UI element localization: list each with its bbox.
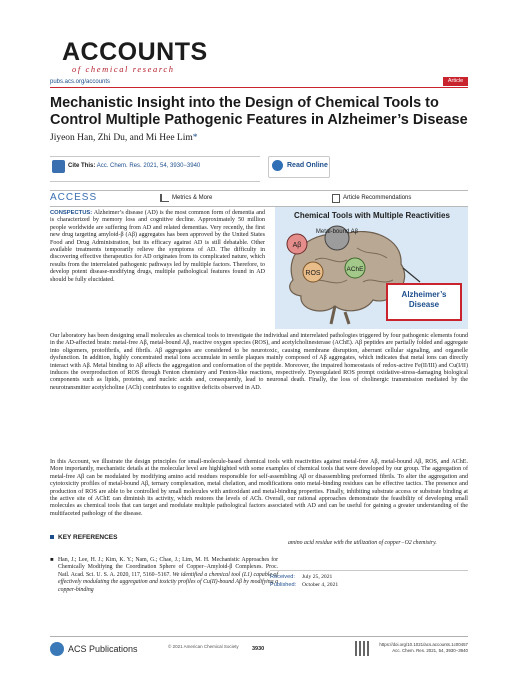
acs-publications-logo[interactable]: ACS Publications — [68, 644, 138, 654]
globe-icon — [272, 160, 283, 171]
bubble-abeta — [287, 234, 307, 254]
acs-logo-icon[interactable] — [50, 642, 64, 656]
read-online-label[interactable]: Read Online — [287, 162, 328, 169]
cite-this[interactable] — [68, 163, 200, 169]
page-number: 3930 — [252, 646, 265, 652]
author-list — [50, 133, 198, 143]
access-label: ACCESS — [50, 192, 98, 203]
qr-code-icon[interactable] — [355, 641, 370, 656]
copyright-notice: © 2021 American Chemical Society — [168, 644, 239, 649]
journal-site-link[interactable]: pubs.acs.org/accounts — [50, 79, 111, 85]
cite-reference[interactable]: Acc. Chem. Res. 2021, 54, 3930−3940 — [96, 163, 201, 169]
abstract-p1-text: Alzheimer’s disease (AD) is the most common form of dementia and is characterized by memory loss and cognitive decline. Approximately 50 million people worldwide are suffering from AD and related dementias. Very recently, the first new drug targeting amyloid-β (Aβ) aggregates has been approved by the United States Food and Drug Administration, but its efficacy against AD is still debatable. Other available treatments temporarily relieve the symptoms of AD. The difficulty in discovering effective therapeutics for AD originates from its complicated nature, which results from the interrelated pathogenic pathways led by multiple factors. Therefore, to develop potent disease-modifying drugs, multiple pathological features found in AD should be fully elucidated. — [50, 210, 265, 283]
journal-logo-subtitle: of chemical research — [72, 64, 175, 74]
corresponding-author-mark[interactable]: * — [192, 133, 198, 143]
quote-icon — [52, 160, 65, 173]
alzheimers-box-label: Alzheimer’s Disease — [401, 290, 447, 309]
bubble-ros-label: ROS — [305, 270, 321, 277]
cite-label: Cite This: — [68, 163, 96, 169]
publication-dates — [270, 570, 468, 590]
bar-chart-icon — [160, 194, 169, 202]
toc-illustration — [275, 220, 468, 329]
header-divider — [50, 87, 468, 88]
doi-link[interactable]: https://doi.org/10.1021/acs.accounts.1c00457 — [379, 642, 468, 647]
published-date: October 4, 2021 — [302, 581, 339, 588]
footer-doi — [374, 642, 468, 654]
recommendations-link[interactable]: Article Recommendations — [343, 195, 412, 201]
reference-1-note: We identified a chemical tool (L1) capable of effectively modulating the aggregation and toxicity profiles of Cu(II)-bound Aβ by modifying a copper-binding — [58, 571, 279, 593]
bullet-icon: ■ — [50, 557, 54, 563]
abstract-paragraph-2: Our laboratory has been designing small molecules as chemical tools to investigate the individual and interrelated pathologies triggered by four pathogenic elements found in the AD-affected brain: metal-free Aβ, metal-bound Aβ, reactive oxygen species (ROS), and acetylcholinesterase (AChE). Aβ peptides are partially folded and aggregate into oligomers, protofibrils, and fibrils. Aβ aggregates are considered to be neurotoxic, causing membrane disruption, aberrant cellular signaling, and organelle dysfunction. In addition, highly concentrated metal ions accumulate in senile plaques mainly composed of Aβ aggregates, which indicates that metal ions can directly interact with Aβ. Metal binding to Aβ affects the aggregation and conformation of the peptide. Moreover, the impaired homeostasis of redox-active Fe(II/III) and Cu(I/II) induces the overproduction of ROS through Fenton chemistry and Fenton-like reactions, respectively. Dysregulated ROS prompt oxidative-stress-damaging biological components such as lipids, proteins, and nucleic acids and, consequently, lead to neuronal death. Finally, the loss of cholinergic transmission mediated by the neurotransmitter acetylcholine (ACh) contributes to cognitive deficits observed in AD. — [50, 333, 468, 391]
footer-divider — [50, 636, 468, 637]
section-square-icon — [50, 535, 54, 539]
received-label: Received: — [270, 574, 295, 580]
cite-this-box — [50, 156, 260, 182]
document-icon — [332, 194, 340, 203]
bubble-ache-label: AChE — [346, 266, 364, 273]
conspectus-label: CONSPECTUS: — [50, 210, 93, 216]
abstract-paragraph-3: In this Account, we illustrate the design principles for small-molecule-based chemical tools with reactivities against metal-free Aβ, metal-bound Aβ, ROS, and AChE. More importantly, mechanistic details at the molecular level are highlighted with some examples of chemical tools that were developed by our group. The aggregation of metal-free Aβ can be modulated by modifying amino acid residues responsible for self-assembling Aβ or disassembling preformed fibrils. To alter the aggregation and cytotoxicity profiles of metal-bound Aβ, ternary complexation, metal chelation, and modifications onto metal-binding residues can be effective tactics. The presence and production of ROS are able to be controlled by small molecules with antioxidant and metal-binding properties. Finally, inhibiting substrate access or substrate binding at the active site of AChE can diminish its activity, which restores the levels of ACh. Overall, our rational approaches demonstrate the feasibility of developing small molecules as chemical tools that can target and modulate multiple pathological factors associated with AD and can be useful for gaining a greater understanding of the multifaceted pathology of the disease. — [50, 459, 468, 517]
reference-1-note-continued: amino acid residue with the utilization of copper−O2 chemistry. — [288, 540, 437, 546]
published-label: Published: — [270, 581, 297, 588]
article-title: Mechanistic Insight into the Design of Chemical Tools to Control Multiple Pathogenic Features in Alzheimer’s Disease — [50, 95, 468, 128]
reference-1-text[interactable]: Han, J.; Lee, H. J.; Kim, K. Y.; Nam, G.; Chae, J.; Lim, M. H. Mechanistic Approaches for Chemically Modifying the Coordination Sphere of Copper−Amyloid-β Complexes. Proc. Natl. Acad. Sci. U. S. A. 2020, 117, 5160−5167. — [58, 557, 278, 578]
bubble-ache — [345, 258, 365, 278]
author-names: Jiyeon Han, Zhi Du, and Mi Hee Lim — [50, 133, 193, 143]
bubble-abeta-label: Aβ — [292, 242, 302, 249]
footer-citation: Acc. Chem. Res. 2021, 54, 3930−3940 — [392, 647, 468, 653]
article-type-badge: Article — [443, 77, 468, 86]
key-references-title: KEY REFERENCES — [58, 534, 118, 541]
abstract-paragraph-1 — [50, 210, 265, 284]
bubble-ros — [303, 262, 323, 282]
key-reference-1 — [50, 557, 279, 594]
bubble-metal-bound-label: Metal-bound Aβ — [315, 229, 359, 235]
journal-logo[interactable]: ACCOUNTS — [62, 38, 208, 66]
arrow-to-disease — [403, 268, 420, 282]
received-date: July 25, 2021 — [302, 574, 333, 580]
metrics-link[interactable]: Metrics & More — [172, 195, 213, 201]
toc-graphic-title: Chemical Tools with Multiple Reactivities — [294, 211, 450, 220]
key-references-heading — [50, 534, 117, 541]
